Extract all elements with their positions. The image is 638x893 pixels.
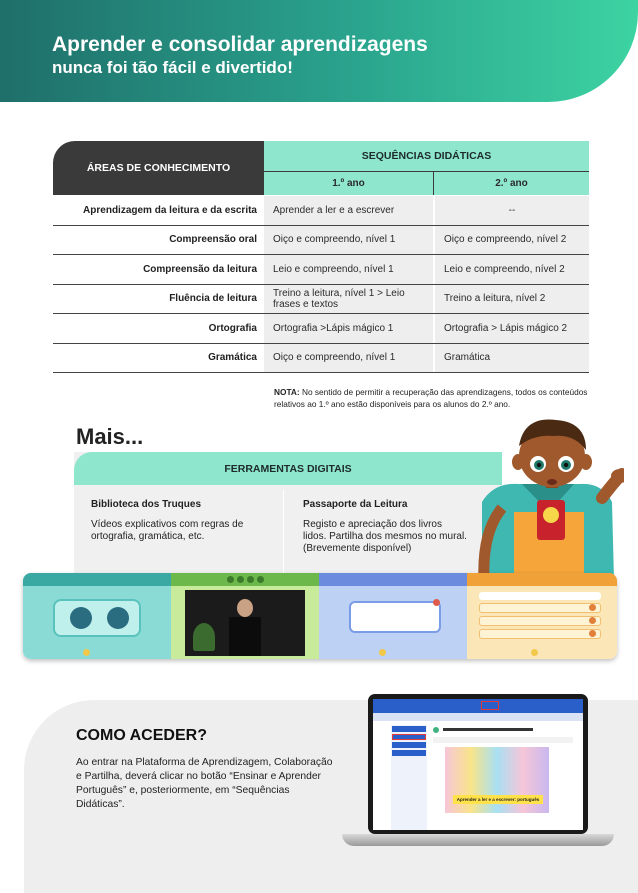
row-ano1: Ortografia >Lápis mágico 1 [264, 314, 433, 343]
col-header-ano1: 1.º ano [264, 171, 434, 195]
col-header-sequencias: SEQUÊNCIAS DIDÁTICAS [264, 141, 589, 171]
screen-panel-4 [467, 573, 617, 659]
row-area: Compreensão da leitura [143, 263, 257, 275]
table-row [53, 255, 589, 285]
row-ano2: -- [435, 196, 589, 225]
tools-divider [283, 490, 284, 574]
screen-panel-3 [319, 573, 467, 659]
header-title: Aprender e consolidar aprendizagens [52, 33, 428, 56]
screen-panel-1 [23, 573, 171, 659]
tool-passaporte-text: Registo e apreciação dos livros lidos. Partilha dos mesmos no mural. (Brevemente disponível) [303, 519, 467, 554]
row-area: Ortografia [208, 322, 257, 334]
note-label: NOTA: [274, 387, 300, 397]
tool-biblioteca-text: Vídeos explicativos com regras de ortografia, gramática, etc. [91, 519, 244, 542]
tool-biblioteca-title: Biblioteca dos Truques [91, 499, 202, 510]
table-row [53, 226, 589, 256]
row-ano2: Oiço e compreendo, nível 2 [435, 226, 589, 255]
col-header-areas: ÁREAS DE CONHECIMENTO [53, 141, 264, 195]
row-ano1: Oiço e compreendo, nível 1 [264, 226, 433, 255]
row-ano2: Treino a leitura, nível 2 [435, 285, 589, 314]
row-ano2: Gramática [435, 344, 589, 373]
app-screenshots-strip [23, 573, 617, 659]
laptop-screen [373, 699, 583, 830]
tool-passaporte-title: Passaporte da Leitura [303, 499, 408, 510]
screen-panel-2 [171, 573, 319, 659]
laptop-banner: Aprender a ler e a escrever: português [453, 795, 543, 804]
como-aceder-text: Ao entrar na Plataforma de Aprendizagem, Colaboração e Partilha, deverá clicar no botão “Ensinar e Aprender Português” e, posteriormente, em “Sequências Didáticas”. [76, 757, 333, 810]
table-row [53, 344, 589, 374]
col-header-ano2: 2.º ano [434, 171, 589, 195]
row-ano1: Aprender a ler e a escrever [264, 196, 433, 225]
tools-header: FERRAMENTAS DIGITAIS [74, 452, 502, 485]
laptop-base [342, 834, 614, 846]
row-ano1: Leio e compreendo, nível 1 [264, 255, 433, 284]
row-area: Gramática [208, 352, 257, 364]
row-ano2: Ortografia > Lápis mágico 2 [435, 314, 589, 343]
note-text [274, 387, 594, 410]
row-ano1: Treino a leitura, nível 1 > Leio frases e textos [264, 285, 433, 314]
row-area: Fluência de leitura [169, 293, 257, 305]
header-subtitle: nunca foi tão fácil e divertido! [52, 58, 293, 77]
child-illustration [474, 412, 624, 580]
row-area: Compreensão oral [169, 234, 257, 246]
row-area: Aprendizagem da leitura e da escrita [83, 204, 257, 216]
table-row [53, 285, 589, 315]
table-row [53, 196, 589, 226]
row-ano1: Oiço e compreendo, nível 1 [264, 344, 433, 373]
table-row [53, 314, 589, 344]
note-body: No sentido de permitir a recuperação das aprendizagens, todos os conteúdos relativos ao 1.º ano estão disponíveis para os alunos do 2.º ano. [274, 387, 588, 409]
como-aceder-title: COMO ACEDER? [76, 727, 207, 744]
row-ano2: Leio e compreendo, nível 2 [435, 255, 589, 284]
mais-title: Mais... [76, 424, 144, 449]
header-banner [0, 0, 638, 102]
